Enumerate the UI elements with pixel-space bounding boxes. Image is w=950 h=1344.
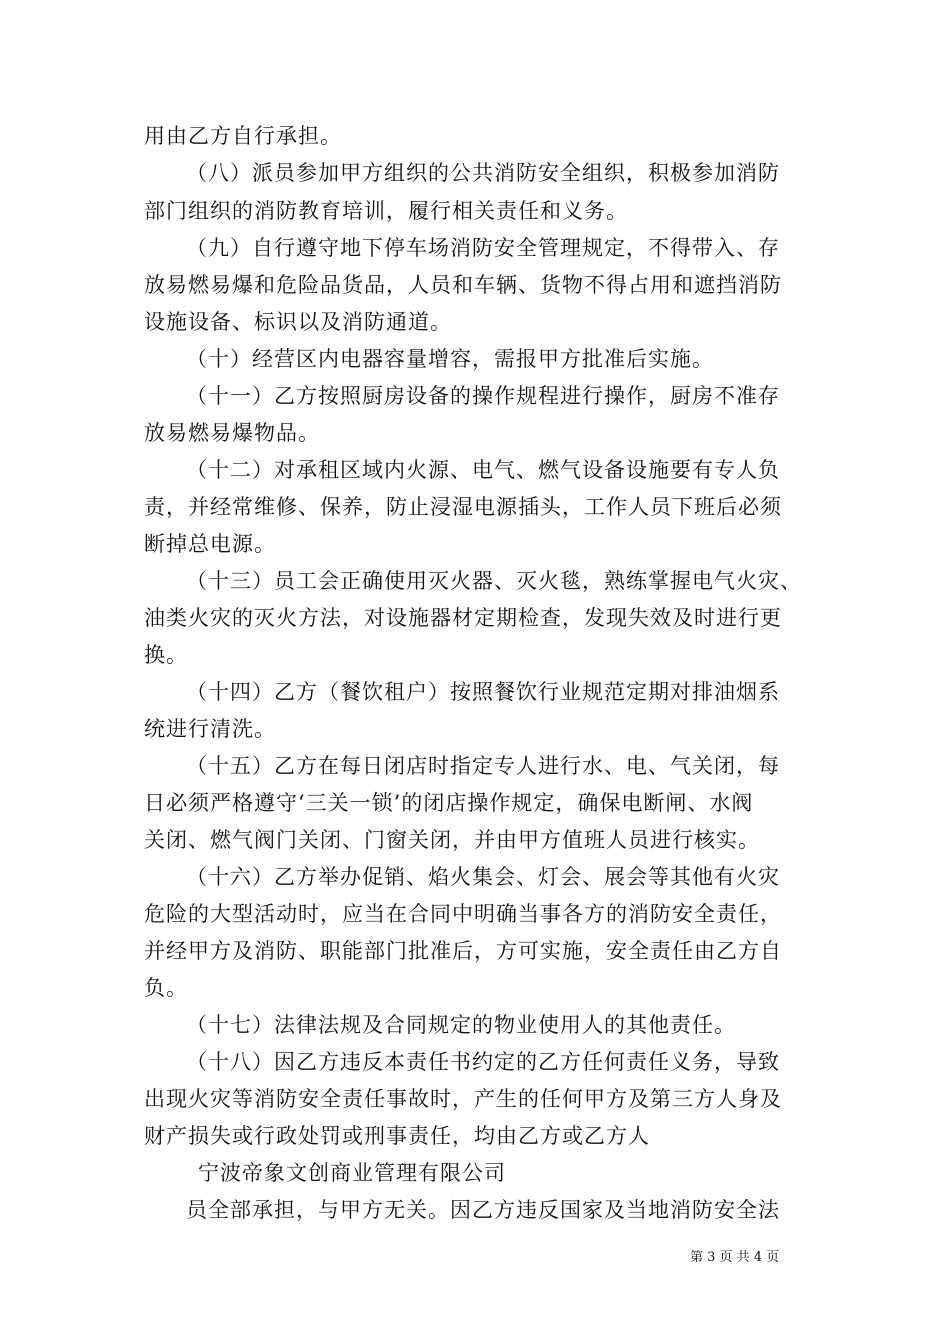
body-line: 部门组织的消防教育培训，履行相关责任和义务。 [144, 199, 628, 223]
clause-12: （十二）对承租区域内火源、电气、燃气设备设施要有专人负 [186, 458, 780, 482]
body-line: 油类火灾的灭火方法，对设施器材定期检查，发现失效及时进行更 [144, 606, 782, 630]
body-line: 放易燃易爆和危险品货品，人员和车辆、货物不得占用和遮挡消防 [144, 273, 782, 297]
body-line: 断掉总电源。 [144, 532, 276, 556]
body-line: 关闭、燃气阀门关闭、门窗关闭，并由甲方值班人员进行核实。 [144, 828, 760, 852]
clause-8: （八）派员参加甲方组织的公共消防安全组织，积极参加消防 [186, 161, 780, 185]
clause-9: （九）自行遵守地下停车场消防安全管理规定，不得带入、存 [186, 236, 780, 260]
page-footer: 第 3 页 共 4 页 [690, 1250, 780, 1265]
body-line: 财产损失或行政处罚或刑事责任，均由乙方或乙方人 [144, 1124, 650, 1148]
body-line: 责，并经常维修、保养，防止浸湿电源插头，工作人员下班后必须 [144, 495, 782, 519]
clause-14: （十四）乙方（餐饮租户）按照餐饮行业规范定期对排油烟系 [186, 680, 780, 704]
clause-18: （十八）因乙方违反本责任书约定的乙方任何责任义务，导致 [186, 1050, 780, 1074]
body-line: 设施设备、标识以及消防通道。 [144, 310, 452, 334]
body-line: 员全部承担，与甲方无关。因乙方违反国家及当地消防安全法 [186, 1198, 780, 1222]
body-line: 危险的大型活动时，应当在合同中明确当事各方的消防安全责任， [144, 902, 782, 926]
company-name: 宁波帝象文创商业管理有限公司 [198, 1161, 506, 1185]
clause-16: （十六）乙方举办促销、焰火集会、灯会、展会等其他有火灾 [186, 865, 780, 889]
clause-15: （十五）乙方在每日闭店时指定专人进行水、电、气关闭，每 [186, 754, 780, 778]
body-line: 统进行清洗。 [144, 717, 276, 741]
clause-11: （十一）乙方按照厨房设备的操作规程进行操作，厨房不准存 [186, 384, 780, 408]
body-line: 换。 [144, 643, 188, 667]
body-line: 出现火灾等消防安全责任事故时，产生的任何甲方及第三方人身及 [144, 1087, 782, 1111]
body-line: 负。 [144, 976, 188, 1000]
body-line: 日必须严格遵守‘三关一锁’的闭店操作规定，确保电断闸、水阀 [144, 791, 754, 815]
clause-13: （十三）员工会正确使用灭火器、灭火毯，熟练掌握电气火灾、 [186, 569, 802, 593]
clause-10: （十）经营区内电器容量增容，需报甲方批准后实施。 [186, 347, 714, 371]
body-line: 放易燃易爆物品。 [144, 421, 320, 445]
clause-17: （十七）法律法规及合同规定的物业使用人的其他责任。 [186, 1013, 736, 1037]
body-line: 用由乙方自行承担。 [144, 124, 342, 148]
body-line: 并经甲方及消防、职能部门批准后，方可实施，安全责任由乙方自 [144, 939, 782, 963]
